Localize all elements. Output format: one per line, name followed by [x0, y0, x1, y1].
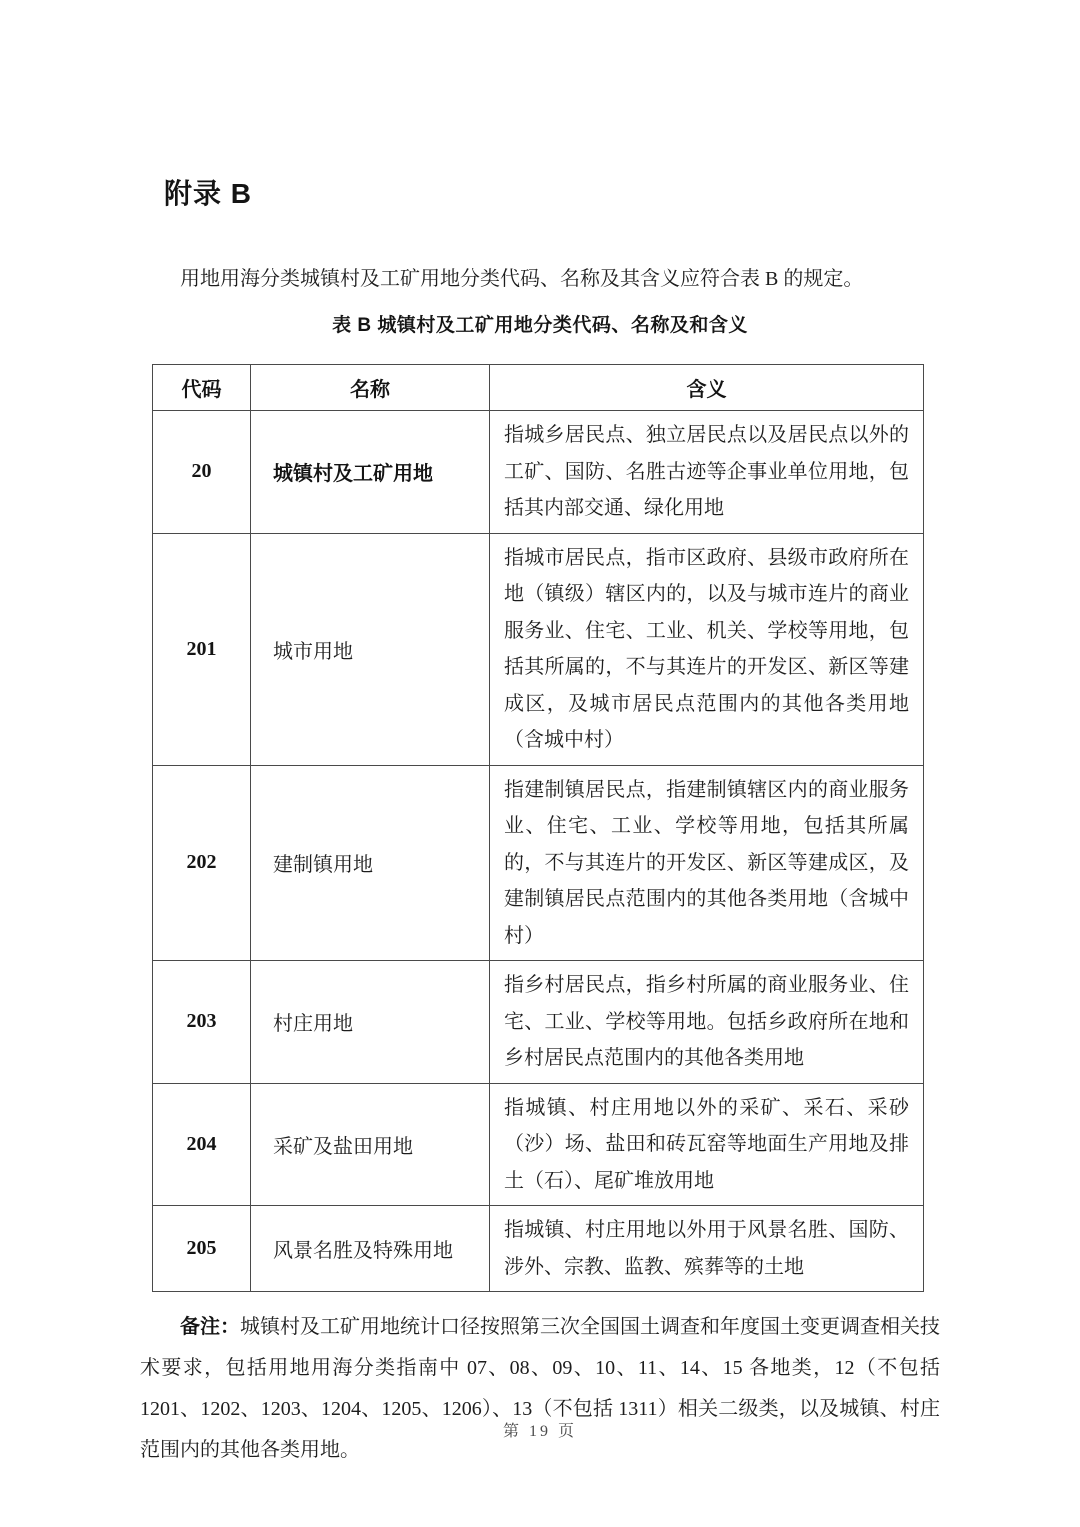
page-number: 第 19 页: [502, 1423, 577, 1440]
note-label: 备注：: [180, 1316, 240, 1338]
table-row-202: [153, 765, 924, 961]
column-header-name: 名称: [251, 365, 490, 411]
meaning-cell: 指城市居民点，指市区政府、县级市政府所在地（镇级）辖区内的，以及与城市连片的商业服务业、住宅、工业、机关、学校等用地，包括其所属的，不与其连片的开发区、新区等建成区，及城市居民点范围内的其他各类用地（含城中村）: [490, 533, 924, 765]
table-row-20: [153, 411, 924, 534]
code-cell: 205: [153, 1206, 251, 1292]
name-cell: 风景名胜及特殊用地: [251, 1206, 490, 1292]
table-header-row: [153, 365, 924, 411]
code-cell: 204: [153, 1083, 251, 1206]
meaning-cell: 指建制镇居民点，指建制镇辖区内的商业服务业、住宅、工业、学校等用地，包括其所属的，不与其连片的开发区、新区等建成区，及建制镇居民点范围内的其他各类用地（含城中村）: [490, 765, 924, 961]
meaning-cell: 指城镇、村庄用地以外用于风景名胜、国防、涉外、宗教、监教、殡葬等的土地: [490, 1206, 924, 1292]
intro-paragraph: 用地用海分类城镇村及工矿用地分类代码、名称及其含义应符合表 B 的规定。: [180, 268, 864, 290]
meaning-cell: 指城镇、村庄用地以外的采矿、采石、采砂（沙）场、盐田和砖瓦窑等地面生产用地及排土（石）、尾矿堆放用地: [490, 1083, 924, 1206]
column-header-code: 代码: [153, 365, 251, 411]
table-title: 表 B 城镇村及工矿用地分类代码、名称及和含义: [332, 315, 748, 336]
appendix-title: 附录 B: [164, 178, 253, 209]
code-cell: 201: [153, 533, 251, 765]
table-row-201: [153, 533, 924, 765]
note-text: 城镇村及工矿用地统计口径按照第三次全国国土调查和年度国土变更调查相关技术要求，包括用地用海分类指南中 07、08、09、10、11、14、15 各地类，12（不包括 1201、1202、1203、1204、1205、1206）、13（不包括 1311）相关二级类，以及城镇、村庄范围内的其他各类用地。: [140, 1316, 940, 1461]
code-cell: 203: [153, 961, 251, 1084]
name-cell: 城镇村及工矿用地: [251, 411, 490, 534]
name-cell: 建制镇用地: [251, 765, 490, 961]
code-cell: 202: [153, 765, 251, 961]
classification-table: [152, 364, 924, 1292]
name-cell: 采矿及盐田用地: [251, 1083, 490, 1206]
meaning-cell: 指城乡居民点、独立居民点以及居民点以外的工矿、国防、名胜古迹等企事业单位用地，包括其内部交通、绿化用地: [490, 411, 924, 534]
meaning-cell: 指乡村居民点，指乡村所属的商业服务业、住宅、工业、学校等用地。包括乡政府所在地和乡村居民点范围内的其他各类用地: [490, 961, 924, 1084]
table-row-203: [153, 961, 924, 1084]
name-cell: 城市用地: [251, 533, 490, 765]
note-paragraph: [140, 1307, 940, 1471]
code-cell: 20: [153, 411, 251, 534]
table-row-205: [153, 1206, 924, 1292]
column-header-meaning: 含义: [490, 365, 924, 411]
name-cell: 村庄用地: [251, 961, 490, 1084]
table-row-204: [153, 1083, 924, 1206]
